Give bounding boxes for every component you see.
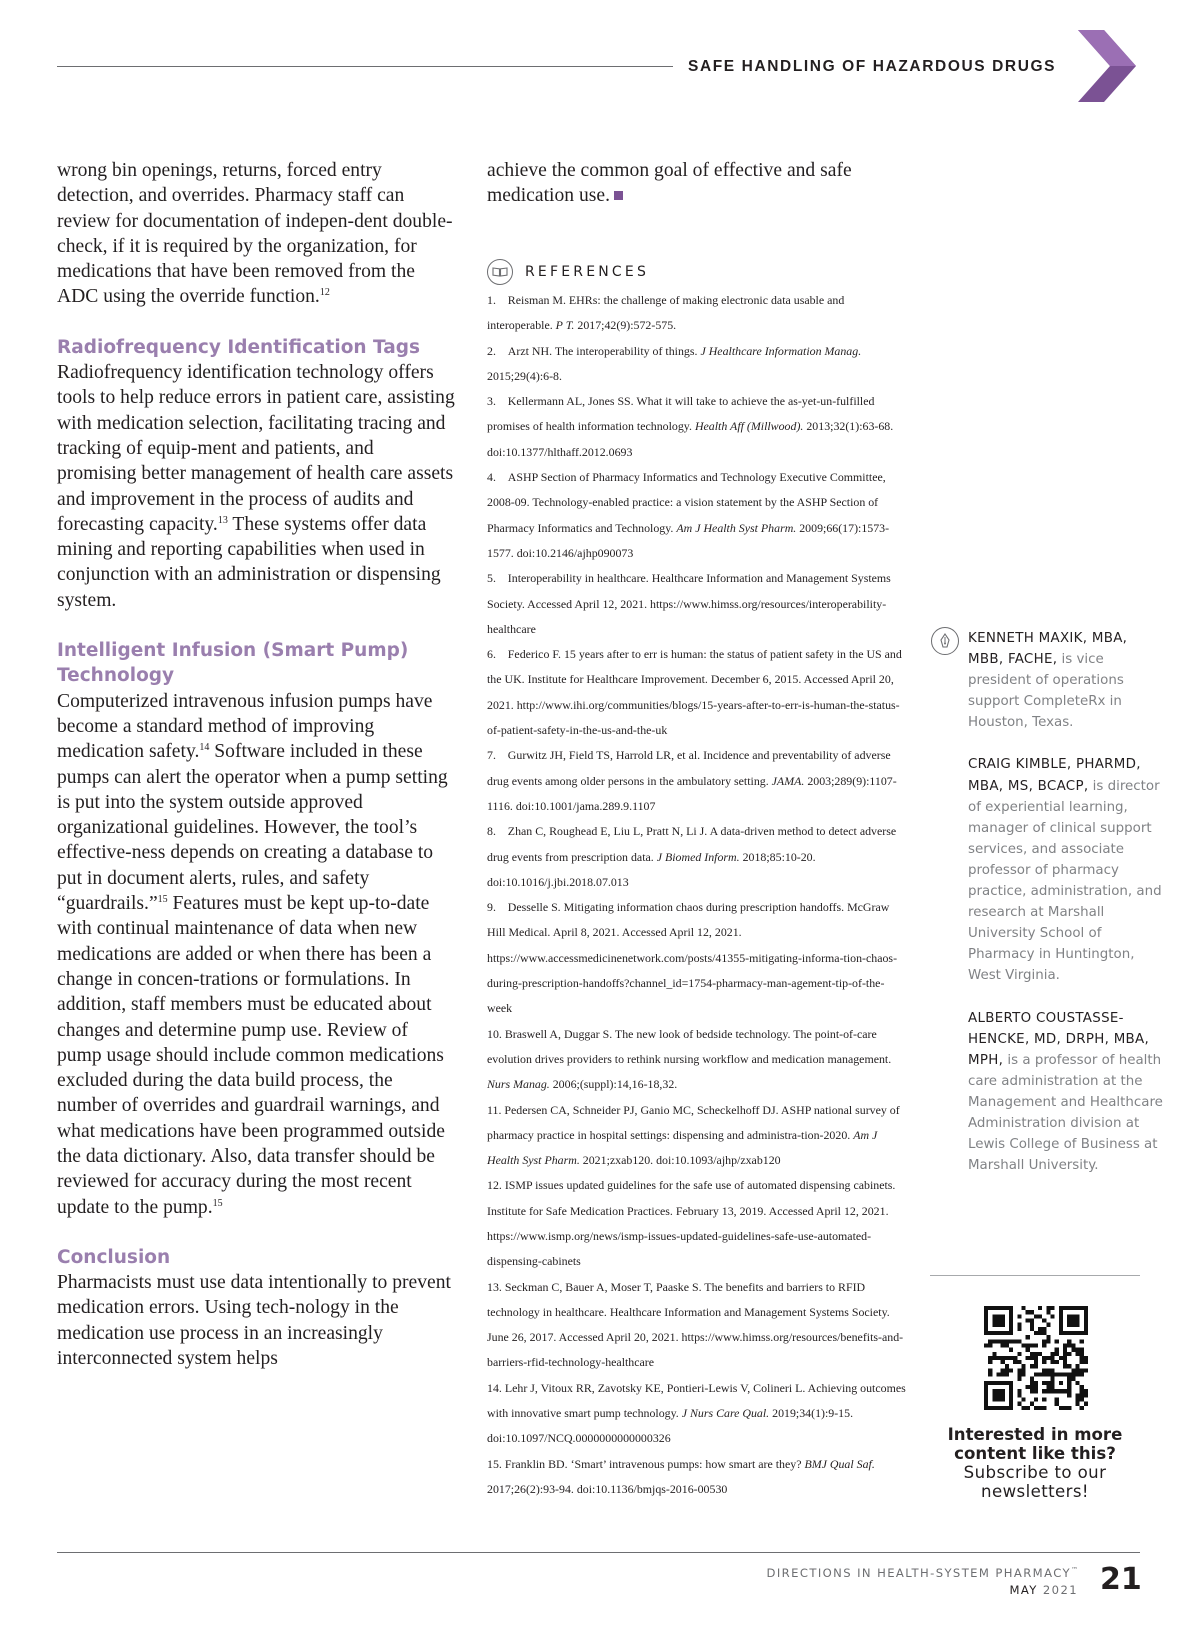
header-rule: [57, 66, 673, 67]
reference-item: 10. Braswell A, Duggar S. The new look of bedside technology. The point-of-care evolution drives providers to rethink nursing workflow and medication management. Nurs Manag. 2006;(suppl):14,16-18,32.: [487, 1026, 892, 1092]
cta-heading: Interested in more content like this?: [947, 1425, 1123, 1463]
pen-nib-icon: [931, 627, 959, 655]
reference-item: 2. Arzt NH. The interoperability of things. J Healthcare Information Manag. 2015;29(4):6-8.: [487, 343, 862, 383]
paragraph: Pharmacists must use data intentionally to prevent medication errors. Using tech-nology in the medication use process in an increasingly interconnected system helps: [57, 1272, 451, 1370]
qr-code[interactable]: [984, 1306, 1088, 1410]
section-heading-rfid: Radiofrequency Identification Tags: [57, 336, 421, 358]
end-mark-icon: [614, 191, 623, 200]
body-column-2: [487, 158, 907, 209]
paragraph: achieve the common goal of effective and safe medication use.: [487, 160, 852, 207]
chevron-arrow-icon: [1078, 30, 1136, 102]
author-bios: [968, 628, 1163, 1197]
running-head: SAFE HANDLING OF HAZARDOUS DRUGS: [688, 58, 1057, 75]
citation: 12: [319, 287, 330, 299]
author-bio: CRAIG KIMBLE, PHARMD, MBA, MS, BCACP, is director of experiential learning, manager of clinical support services, and associate professor of pharmacy practice, administration, and research at Marshall University School of Pharmacy in Huntington, West Virginia.: [968, 757, 1162, 984]
reference-item: 8. Zhan C, Roughead E, Liu L, Pratt N, Li J. A data-driven method to detect adverse drug events from prescription data. J Biomed Inform. 2018;85:10-20. doi:10.1016/j.jbi.2018.07.013: [487, 824, 897, 889]
reference-item: 1. Reisman M. EHRs: the challenge of making electronic data usable and interoperable. P T. 2017;42(9):572-575.: [487, 293, 845, 333]
paragraph: Computerized intravenous infusion pumps have become a standard method of improving medication safety.$^{14}$ Software included in these pumps can alert the operator when a pump setting is put into the system outside approved organizational guidelines. However, the tool’s effective-ness depends on creating a database to put in document alerts, rules, and safety “guardrails.”$^{15}$ Features must be kept up-to-date with continual maintenance of data when new medications are added or when there has been a change in concen-trations or formulations. In addition, staff members must be educated about changes and determine pump use. Review of pump usage should include common medications excluded during the data build process, the number of overrides and guardrail warnings, and what medications have been programmed outside the data dictionary. Also, data transfer should be reviewed for accuracy during the most recent update to the pump.$^{15}$: [57, 690, 448, 1218]
reference-item: 12. ISMP issues updated guidelines for the safe use of automated dispensing cabinets. Institute for Safe Medication Practices. February 13, 2019. Accessed April 12, 2021. https://www.ismp.org/news/ismp-issues-updated-guidelines-safe-use-automated-dispensing-cabinets: [487, 1178, 896, 1269]
reference-item: 5. Interoperability in healthcare. Healthcare Information and Management Systems Society. Accessed April 12, 2021. https://www.himss.org/resources/interoperability-healthcare: [487, 571, 891, 636]
reference-item: 3. Kellermann AL, Jones SS. What it will take to achieve the as-yet-un-fulfilled promises of health information technology. Health Aff (Millwood). 2013;32(1):63-68. doi:10.1377/hlthaff.2012.0693: [487, 394, 894, 459]
author-bio: KENNETH MAXIK, MBA, MBB, FACHE, is vice president of operations support CompleteRx in Houston, Texas.: [968, 631, 1128, 731]
reference-item: 15. Franklin BD. ‘Smart’ intravenous pumps: how smart are they? BMJ Qual Saf. 2017;26(2):93-94. doi:10.1136/bmjqs-2016-00530: [487, 1456, 875, 1496]
reference-item: 4. ASHP Section of Pharmacy Informatics and Technology Executive Committee, 2008-09. Technology-enabled practice: a vision statement by the ASHP Section of Pharmacy Informatics and Technology. Am J Health Syst Pharm. 2009;66(17):1573-1577. doi:10.2146/ajhp090073: [487, 470, 890, 560]
sidebar-rule: [930, 1275, 1140, 1276]
reference-item: 7. Gurwitz JH, Field TS, Harrold LR, et al. Incidence and preventability of adverse drug events among older persons in the ambulatory setting. JAMA. 2003;289(9):1107-1116. doi:10.1001/jama.289.9.1107: [487, 748, 897, 813]
page-number: 21: [1100, 1562, 1142, 1597]
references-title: REFERENCES: [525, 264, 650, 280]
cta-subscribe-text: Subscribe to our newsletters!: [963, 1463, 1107, 1501]
issue-date: MAY 2021: [1009, 1583, 1078, 1597]
reference-item: 11. Pedersen CA, Schneider PJ, Ganio MC, Scheckelhoff DJ. ASHP national survey of pharmacy practice in hospital settings: dispensing and administra-tion-2020. Am J Health Syst Pharm. 2021;zxab120. doi:10.1093/ajhp/zxab120: [487, 1102, 900, 1168]
reference-item: 6. Federico F. 15 years after to err is human: the status of patient safety in the US and the UK. Institute for Healthcare Improvement. December 6, 2015. Accessed April 20, 2021. http://www.ihi.org/communities/blogs/15-years-after-to-err-is-human-the-status-of-patient-safety-in-the-us-and-the-uk: [487, 647, 902, 738]
section-heading-smart-pump: Intelligent Infusion (Smart Pump) Technology: [57, 640, 409, 687]
references-list: [487, 288, 907, 1502]
citation: 15: [157, 894, 168, 906]
body-column-1: [57, 158, 457, 1371]
book-icon: [487, 259, 513, 285]
publication-name: DIRECTIONS IN HEALTH-SYSTEM PHARMACY™: [766, 1566, 1078, 1580]
citation: 14: [199, 742, 210, 754]
paragraph: Radiofrequency identification technology offers tools to help reduce errors in patient care, assisting with medication selection, facilitating tracing and tracking of equip-ment and patients, and promising better management of health care assets and improvement in the process of audits and forecasting capacity.$^{13}$ These systems offer data mining and reporting capabilities when used in conjunction with an administration or dispensing system.: [57, 362, 455, 611]
citation: 13: [217, 514, 228, 526]
paragraph: wrong bin openings, returns, forced entry detection, and overrides. Pharmacy staff can review for documentation of indepen-dent double-check, if it is required by the organization, for medications that have been removed from the ADC using the override function.$^{12}$: [57, 160, 453, 308]
citation: 15: [212, 1197, 223, 1209]
section-heading-conclusion: Conclusion: [57, 1246, 171, 1268]
footer-rule: [57, 1552, 1140, 1553]
reference-item: 13. Seckman C, Bauer A, Moser T, Paaske S. The benefits and barriers to RFID technology in healthcare. Healthcare Information and Management Systems Society. June 26, 2017. Accessed April 20, 2021. https://www.himss.org/resources/benefits-and-barriers-rfid-technology-healthcare: [487, 1279, 904, 1370]
newsletter-cta: [930, 1425, 1140, 1501]
reference-item: 9. Desselle S. Mitigating information chaos during prescription handoffs. McGraw Hill Medical. April 8, 2021. Accessed April 12, 2021. https://www.accessmedicinenetwork.com/posts/41355-mitigating-informa-tion-chaos-during-prescription-handoffs?channel_id=1754-pharmacy-man-agement-tip-of-the-week: [487, 900, 898, 1016]
author-bio: ALBERTO COUSTASSE-HENCKE, MD, DRPH, MBA, MPH, is a professor of health care administration at the Management and Healthcare Administration division at Lewis College of Business at Marshall University.: [968, 1010, 1163, 1174]
reference-item: 14. Lehr J, Vitoux RR, Zavotsky KE, Pontieri-Lewis V, Colineri L. Achieving outcomes with innovative smart pump technology. J Nurs Care Qual. 2019;34(1):9-15. doi:10.1097/NCQ.0000000000000326: [487, 1380, 906, 1446]
